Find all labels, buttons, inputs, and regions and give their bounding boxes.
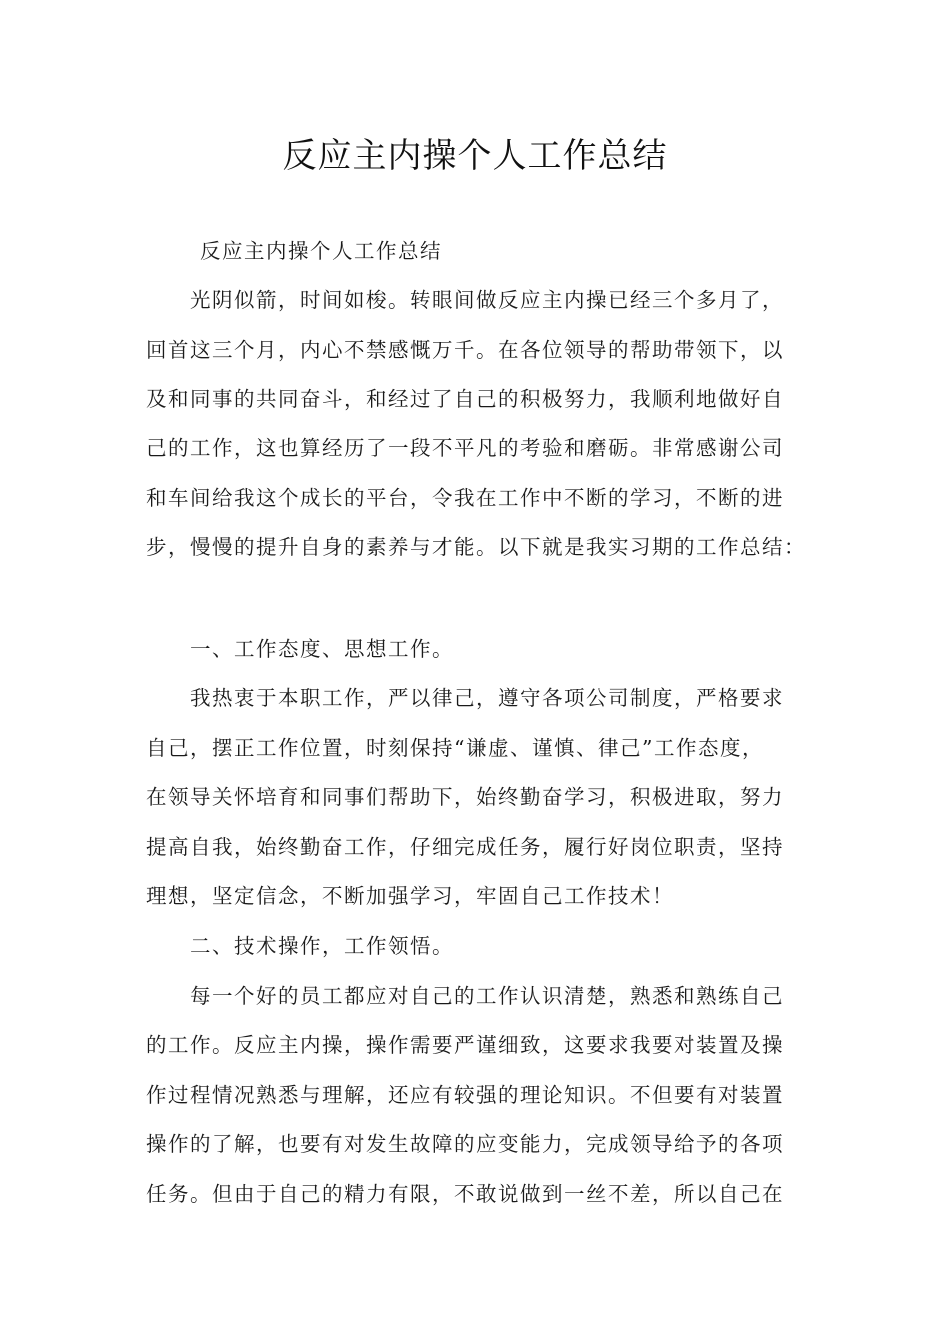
paragraph-line: 在领导关怀培育和同事们帮助下，始终勤奋学习，积极进取，努力 (146, 785, 784, 809)
paragraph-line: 提高自我，始终勤奋工作，仔细完成任务，履行好岗位职责，坚持 (146, 835, 784, 859)
paragraph-line: 自己，摆正工作位置，时刻保持“谦虚、谨慎、律己”工作态度， (146, 736, 764, 760)
paragraph-line: 步，慢慢的提升自身的素养与才能。以下就是我实习期的工作总结： (146, 535, 806, 559)
paragraph-line: 回首这三个月，内心不禁感慨万千。在各位领导的帮助带领下，以 (146, 338, 784, 362)
paragraph-line: 和车间给我这个成长的平台，令我在工作中不断的学习，不断的进 (146, 486, 784, 510)
paragraph-line: 的工作。反应主内操，操作需要严谨细致，这要求我要对装置及操 (146, 1033, 784, 1057)
paragraph-line: 操作的了解，也要有对发生故障的应变能力，完成领导给予的各项 (146, 1132, 784, 1156)
document-title: 反应主内操个人工作总结 (282, 136, 668, 176)
document-subtitle: 反应主内操个人工作总结 (200, 239, 442, 263)
paragraph-line: 每一个好的员工都应对自己的工作认识清楚，熟悉和熟练自己 (190, 984, 784, 1008)
paragraph-line: 理想，坚定信念，不断加强学习，牢固自己工作技术！ (146, 884, 674, 908)
paragraph-line: 光阴似箭，时间如梭。转眼间做反应主内操已经三个多月了， (190, 288, 784, 312)
paragraph-line: 及和同事的共同奋斗，和经过了自己的积极努力，我顺利地做好自 (146, 387, 784, 411)
section-heading: 二、技术操作，工作领悟。 (190, 934, 454, 958)
section-heading: 一、工作态度、思想工作。 (190, 637, 454, 661)
paragraph-line: 任务。但由于自己的精力有限，不敢说做到一丝不差，所以自己在 (146, 1182, 784, 1206)
paragraph-line: 我热衷于本职工作，严以律己，遵守各项公司制度，严格要求 (190, 686, 784, 710)
paragraph-line: 己的工作，这也算经历了一段不平凡的考验和磨砺。非常感谢公司 (146, 436, 784, 460)
paragraph-line: 作过程情况熟悉与理解，还应有较强的理论知识。不但要有对装置 (146, 1083, 784, 1107)
